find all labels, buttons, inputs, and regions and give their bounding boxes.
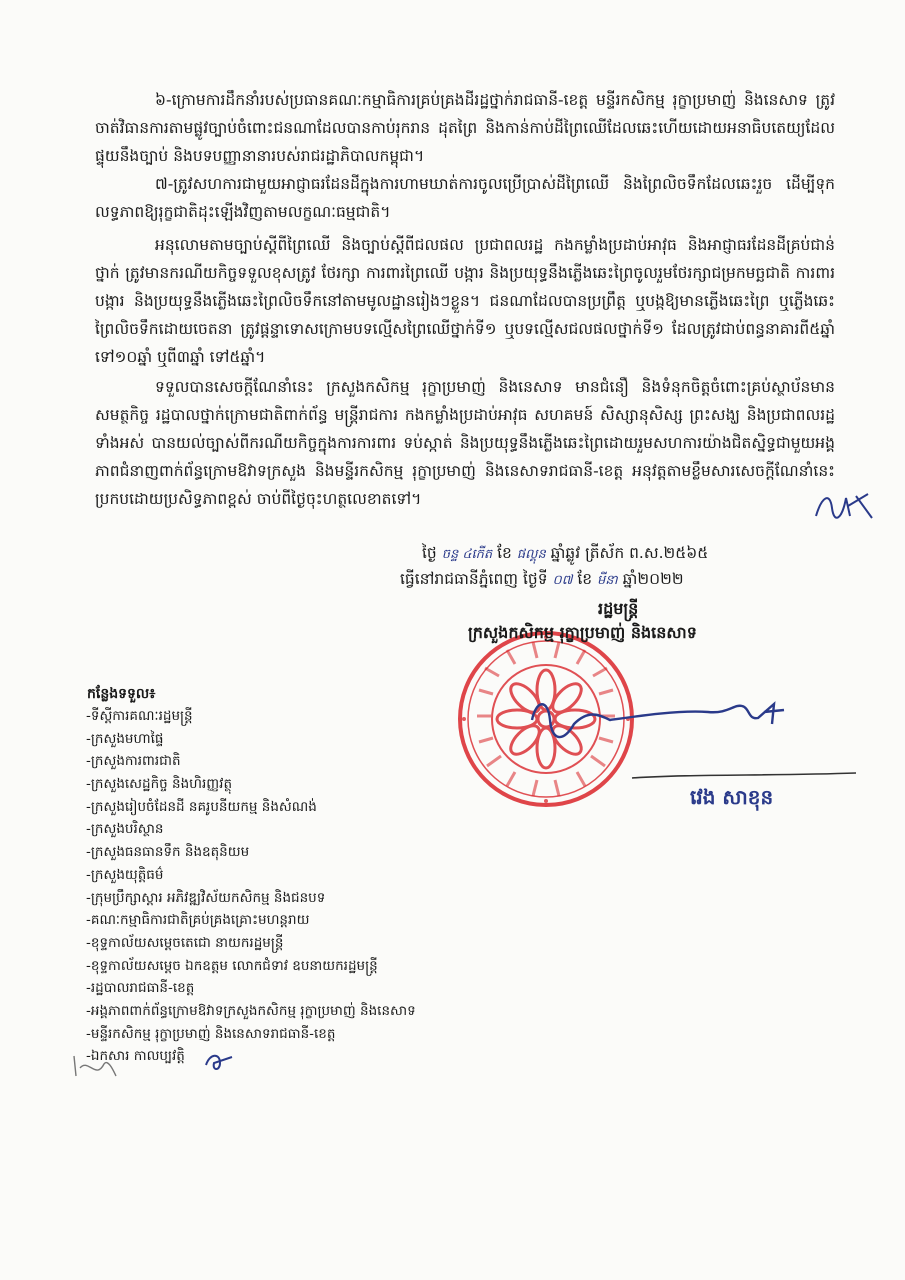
lunar-date-line (422, 540, 708, 568)
date-prefix: ថ្ងៃ (422, 544, 437, 562)
recipient-item: -ក្រុមប្រឹក្សាស្តារ អភិវឌ្ឍវិស័យកសិកម្ម និងជនបទ (86, 889, 326, 906)
minister-title: រដ្ឋមន្ត្រី (598, 599, 639, 618)
recipient-item: -ក្រសួងមហាផ្ទៃ (86, 730, 164, 747)
recipient-item: -ក្រសួងរៀបចំដែនដី នគរូបនីយកម្ម និងសំណង់ (86, 798, 317, 815)
handwritten-lunar-month: ផល្គុន (516, 547, 546, 562)
month-label: ខែ (497, 544, 512, 562)
recipient-item: -ក្រសួងការពារជាតិ (86, 753, 181, 770)
recipient-item: -ក្រសួងបរិស្ថាន (86, 821, 164, 838)
recipient-item: -អង្គភាពពាក់ព័ន្ធក្រោមឱវាទក្រសួងកសិកម្ម រុក្ខាប្រមាញ់ និងនេសាទ (86, 1002, 416, 1019)
recipients-list (86, 705, 416, 1068)
lunar-year: ឆ្នាំឆ្លូវ ត្រីស័ក ព.ស.២៥៦៥ (550, 544, 709, 562)
year: ឆ្នាំ២០២២ (622, 570, 684, 588)
paragraph-9: ទទួលបានសេចក្តីណែនាំនេះ ក្រសួងកសិកម្ម រុក្ខាប្រមាញ់ និងនេសាទ មានជំនឿ និងទំនុកចិត្តចំពោះគ្រប់ស្ថាប័នមានសមត្ថកិច្ច រដ្ឋបាលថ្នាក់ក្រោមជាតិពាក់ព័ន្ធ មន្ត្រីរាជការ កងកម្លាំងប្រដាប់អាវុធ សហគមន៍ សិស្សានុសិស្ស ព្រះសង្ឃ និងប្រជាពលរដ្ឋទាំងអស់ បានយល់ច្បាស់ពីករណីយកិច្ចក្នុងការការពារ ទប់ស្កាត់ និងប្រយុទ្ធនឹងភ្លើងឆេះព្រៃដោយរួមសហការយ៉ាងជិតស្និទ្ធជាមួយអង្គភាពជំនាញពាក់ព័ន្ធក្រោមឱវាទក្រសួង និងមន្ទីរកសិកម្ម រុក្ខាប្រមាញ់ និងនេសាទរាជធានី-ខេត្ត អនុវត្តតាមខ្លឹមសារសេចក្តីណែនាំនេះប្រកបដោយប្រសិទ្ធភាពខ្ពស់ ចាប់ពីថ្ងៃចុះហត្ថលេខាតទៅ។ (95, 378, 835, 508)
paragraph-7: ៧-ត្រូវសហការជាមួយអាជ្ញាធរដែនដីក្នុងការហាមឃាត់ការចូលប្រើប្រាស់ដីព្រៃឈើ និងព្រៃលិចទឹកដែលឆេះរួច ដើម្បីទុកលទ្ធភាពឱ្យរុក្ខជាតិដុះឡើងវិញតាមលក្ខណៈធម្មជាតិ។ (95, 175, 835, 221)
recipient-item: -រដ្ឋបាលរាជធានី-ខេត្ត (86, 980, 195, 997)
month-label-2: ខែ (577, 570, 593, 588)
handwritten-day: ០៧ (552, 573, 573, 588)
recipient-item: -ខុទ្ទកាល័យសម្តេចតេជោ នាយករដ្ឋមន្ត្រី (86, 934, 284, 951)
signatory-name: វេង សាខុន (690, 785, 774, 809)
recipient-item: -គណៈកម្មាធិការជាតិគ្រប់គ្រងគ្រោះមហន្តរាយ (86, 912, 310, 929)
initials-scribble (812, 486, 878, 526)
signature-underline (630, 770, 860, 782)
ministry-name: ក្រសួងកសិកម្ម រុក្ខាប្រមាញ់ និងនេសាទ (468, 623, 697, 642)
paragraph-6: ៦-ក្រោមការដឹកនាំរបស់ប្រធានគណៈកម្មាធិការគ្រប់គ្រងដីរដ្ឋថ្នាក់រាជធានី-ខេត្ត មន្ទីរកសិកម្ម រុក្ខាប្រមាញ់ និងនេសាទ ត្រូវចាត់វិធានការតាមផ្លូវច្បាប់ចំពោះជនណាដែលបានកាប់រុករាន ដុតព្រៃ និងកាន់កាប់ដីព្រៃឈើដែលឆេះហើយដោយអនាធិបតេយ្យដែលផ្ទុយនឹងច្បាប់ និងបទបញ្ញានានារបស់រាជរដ្ឋាភិបាលកម្ពុជា។ (95, 91, 835, 165)
place-date-line (400, 566, 684, 594)
recipient-item: -ទីស្តីការគណៈរដ្ឋមន្ត្រី (86, 708, 193, 724)
handwritten-month: មីនា (597, 573, 618, 588)
recipient-item: -ឯកសារ កាលប្បវត្តិ (86, 1048, 185, 1065)
recipient-item: -ខុទ្ទកាល័យសម្តេច ឯកឧត្តម លោកជំទាវ ឧបនាយករដ្ឋមន្ត្រី (86, 957, 378, 974)
place-prefix: ធ្វើនៅរាជធានីភ្នំពេញ ថ្ងៃទី (400, 570, 548, 588)
paragraph-8: អនុលោមតាមច្បាប់ស្តីពីព្រៃឈើ និងច្បាប់ស្តីពីជលផល ប្រជាពលរដ្ឋ កងកម្លាំងប្រដាប់អាវុធ និងអាជ្ញាធរដែនដីគ្រប់ជាន់ថ្នាក់ ត្រូវមានករណីយកិច្ចទទួលខុសត្រូវ ថែរក្សា ការពារព្រៃឈើ បង្ការ និងប្រយុទ្ធនឹងភ្លើងឆេះព្រៃចូលរួមថែរក្សាជម្រកមច្ឆជាតិ ការពារ បង្ការ និងប្រយុទ្ធនឹងភ្លើងឆេះព្រៃលិចទឹកនៅតាមមូលដ្ឋានរៀងៗខ្លួន។ ជនណាដែលបានប្រព្រឹត្ត ឬបង្កឱ្យមានភ្លើងឆេះព្រៃ ឬភ្លើងឆេះព្រៃលិចទឹកដោយចេតនា ត្រូវផ្តន្ទាទោសក្រោមបទល្មើសព្រៃឈើថ្នាក់ទី១ ឬបទល្មើសជលផលថ្នាក់ទី១ ដែលត្រូវជាប់ពន្ធនាគារពី៥ឆ្នាំ ទៅ១០ឆ្នាំ ឬពី៣ឆ្នាំ ទៅ៥ឆ្នាំ។ (95, 236, 835, 366)
archive-handwriting (202, 1049, 238, 1073)
margin-scribble (70, 1050, 120, 1082)
handwritten-lunar-day: ចន្ទ ៤កើត (441, 547, 493, 562)
recipient-item: -មន្ទីរកសិកម្ម រុក្ខាប្រមាញ់ និងនេសាទរាជធានី-ខេត្ត (86, 1025, 336, 1042)
recipient-item: -ក្រសួងសេដ្ឋកិច្ច និងហិរញ្ញវត្ថុ (86, 776, 233, 793)
recipient-item: -ក្រសួងធនធានទឹក និងឧតុនិយម (86, 844, 250, 861)
signature-scribble (528, 690, 798, 750)
recipients-title: កន្លែងទទួល៖ (87, 686, 156, 702)
recipient-item: -ក្រសួងយុត្តិធម៌ (86, 866, 164, 883)
